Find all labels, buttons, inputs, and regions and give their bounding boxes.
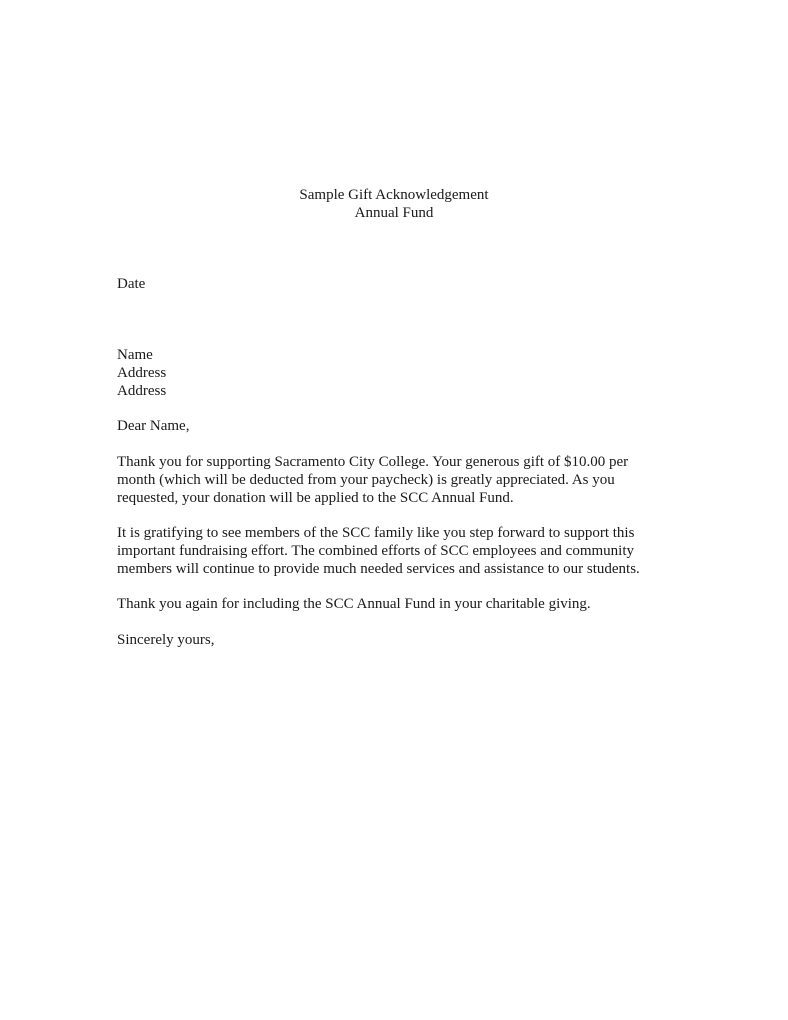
body-paragraph-2 [117, 524, 677, 578]
closing: Sincerely yours, [117, 632, 215, 648]
paragraph-line: Thank you for supporting Sacramento City College. Your generous gift of $10.00 per [117, 454, 629, 470]
paragraph-line: requested, your donation will be applied to the SCC Annual Fund. [117, 490, 514, 506]
recipient-address-block [117, 346, 166, 400]
paragraph-line: Thank you again for including the SCC Annual Fund in your charitable giving. [117, 596, 591, 612]
paragraph-line: It is gratifying to see members of the SCC family like you step forward to support this [117, 525, 635, 541]
recipient-address-line-2: Address [117, 383, 167, 399]
letter-heading [0, 186, 788, 222]
body-paragraph-1 [117, 453, 677, 507]
salutation: Dear Name, [117, 418, 190, 434]
recipient-name: Name [117, 347, 153, 363]
paragraph-line: members will continue to provide much needed services and assistance to our students. [117, 561, 640, 577]
recipient-address-line-1: Address [117, 365, 167, 381]
paragraph-line: month (which will be deducted from your paycheck) is greatly appreciated. As you [117, 472, 615, 488]
body-paragraph-3 [117, 595, 677, 613]
date-line: Date [117, 276, 146, 292]
paragraph-line: important fundraising effort. The combined efforts of SCC employees and community [117, 543, 634, 559]
letter-title: Sample Gift Acknowledgement [299, 187, 489, 203]
letter-subtitle: Annual Fund [354, 205, 434, 221]
